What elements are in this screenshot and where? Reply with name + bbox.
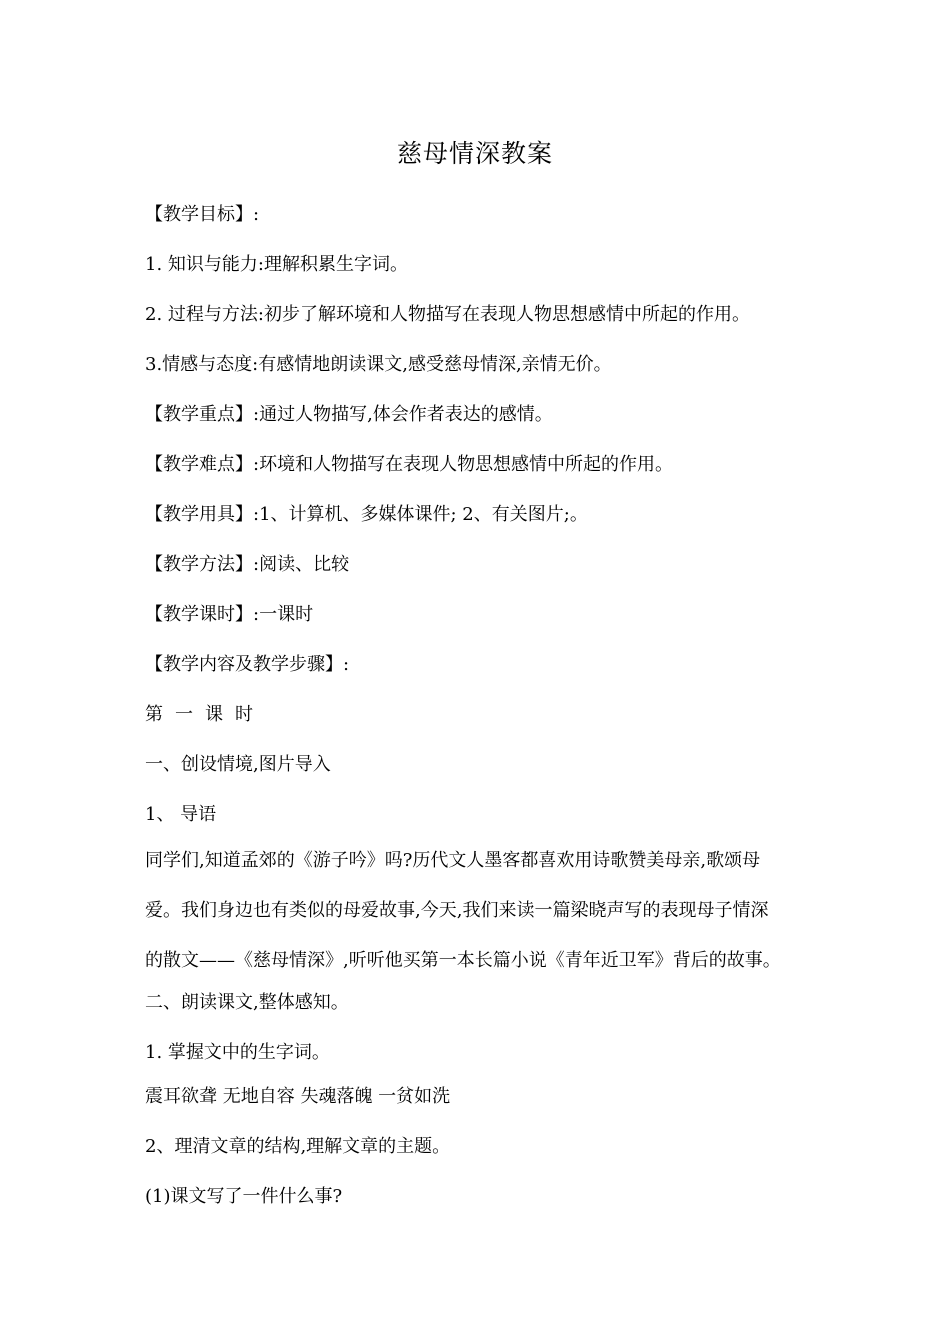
key-point: 【教学重点】:通过人物描写,体会作者表达的感情。 — [145, 404, 553, 425]
steps-heading: 【教学内容及教学步骤】: — [145, 654, 350, 675]
document-title: 慈母情深教案 — [396, 139, 553, 168]
question-1: (1)课文写了一件什么事? — [145, 1186, 343, 1207]
intro-line: 爱。我们身边也有类似的母爱故事,今天,我们来读一篇梁晓声写的表现母子情深 — [145, 900, 769, 921]
item-1: 1、 导语 — [145, 804, 217, 825]
section-2-heading: 二、朗读课文,整体感知。 — [145, 992, 349, 1013]
item-3: 2、理清文章的结构,理解文章的主题。 — [145, 1136, 451, 1157]
vocab-list: 震耳欲聋 无地自容 失魂落魄 一贫如洗 — [145, 1086, 451, 1107]
goals-heading: 【教学目标】: — [145, 204, 260, 225]
lesson-label: 第一课时 — [145, 704, 265, 725]
tools: 【教学用具】:1、计算机、多媒体课件; 2、有关图片;。 — [145, 504, 588, 525]
period: 【教学课时】:一课时 — [145, 604, 314, 625]
section-1-heading: 一、创设情境,图片导入 — [145, 754, 331, 775]
goal-3: 3.情感与态度:有感情地朗读课文,感受慈母情深,亲情无价。 — [145, 354, 612, 375]
intro-line: 的散文——《慈母情深》,听听他买第一本长篇小说《青年近卫军》背后的故事。 — [145, 950, 781, 971]
intro-paragraph — [145, 836, 815, 986]
goal-2: 2. 过程与方法:初步了解环境和人物描写在表现人物思想感情中所起的作用。 — [145, 304, 750, 325]
item-2: 1. 掌握文中的生字词。 — [145, 1042, 330, 1063]
difficulty: 【教学难点】:环境和人物描写在表现人物思想感情中所起的作用。 — [145, 454, 674, 475]
method: 【教学方法】:阅读、比较 — [145, 554, 350, 575]
intro-line: 同学们,知道孟郊的《游子吟》吗?历代文人墨客都喜欢用诗歌赞美母亲,歌颂母 — [145, 850, 761, 871]
goal-1: 1. 知识与能力:理解积累生字词。 — [145, 254, 408, 275]
